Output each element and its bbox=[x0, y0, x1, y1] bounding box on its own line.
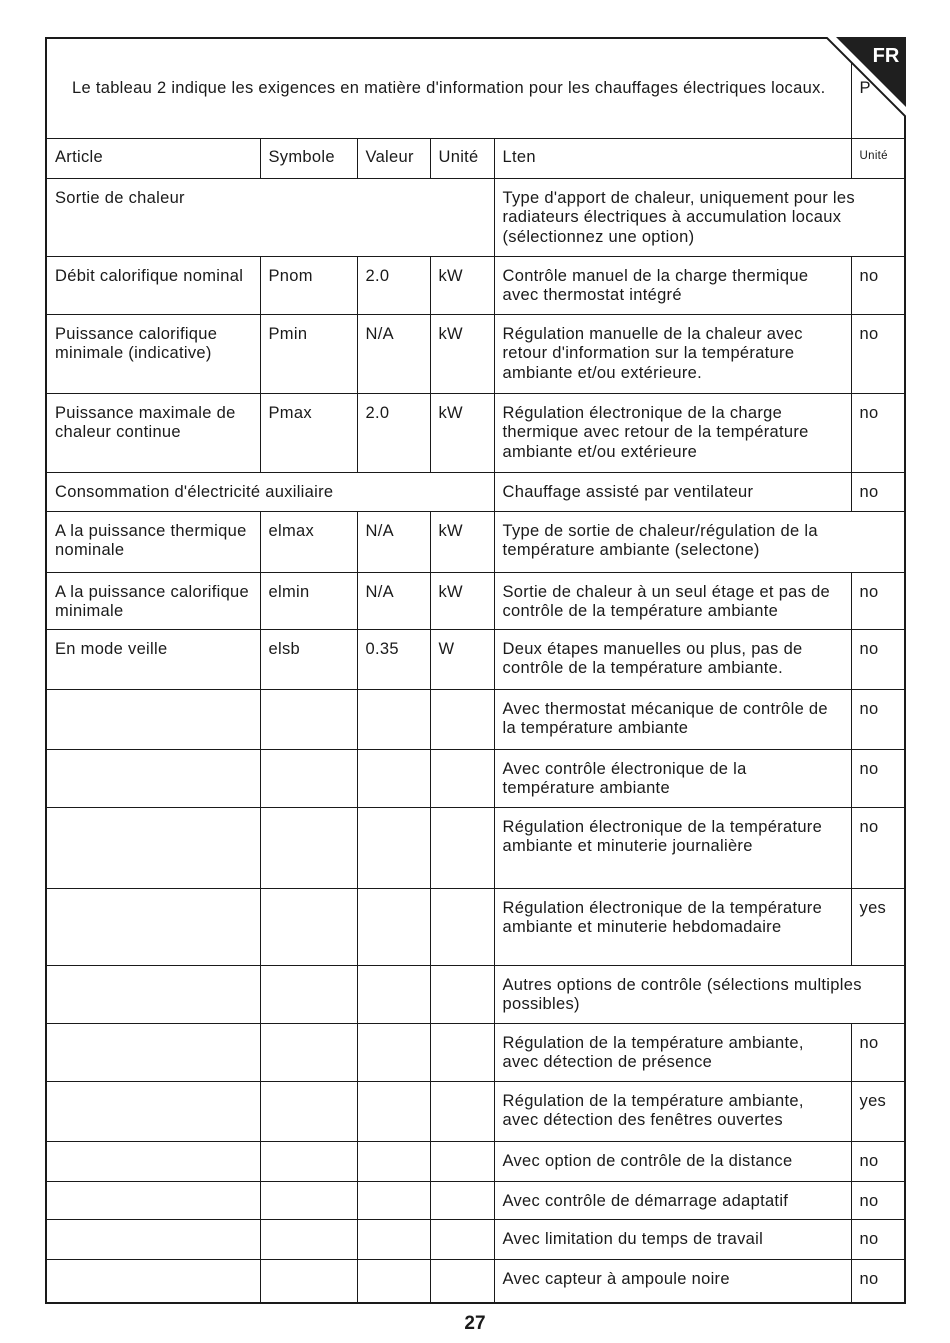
cell-option-value: no bbox=[851, 689, 906, 749]
table-row bbox=[47, 256, 906, 314]
cell-valeur bbox=[357, 1219, 430, 1259]
cell-valeur bbox=[357, 1259, 430, 1303]
table-row bbox=[47, 689, 906, 749]
cell-article: A la puissance thermique nominale bbox=[47, 511, 260, 572]
table-row bbox=[47, 178, 906, 256]
cell-article: Débit calorifique nominal bbox=[47, 256, 260, 314]
cell-article: Puissance calorifique minimale (indicative) bbox=[47, 314, 260, 393]
cell-unite: kW bbox=[430, 572, 494, 629]
cell-symbole bbox=[260, 888, 357, 965]
cell-symbole bbox=[260, 1259, 357, 1303]
cell-unite bbox=[430, 807, 494, 888]
cell-option-value: no bbox=[851, 472, 906, 511]
table-row bbox=[47, 511, 906, 572]
cell-control-option: Régulation électronique de la charge thermique avec retour de la température ambiante et/ou extérieure bbox=[494, 393, 851, 472]
page-number: 27 bbox=[464, 1313, 486, 1334]
cell-control-option: Contrôle manuel de la charge thermique avec thermostat intégré bbox=[494, 256, 851, 314]
spec-table-frame bbox=[45, 37, 906, 1304]
information-requirements-table bbox=[47, 39, 906, 1303]
cell-article: En mode veille bbox=[47, 629, 260, 689]
table-row bbox=[47, 1081, 906, 1141]
cell-unite bbox=[430, 965, 494, 1023]
cell-control-option: Deux étapes manuelles ou plus, pas de contrôle de la température ambiante. bbox=[494, 629, 851, 689]
cell-symbole bbox=[260, 1023, 357, 1081]
cell-control-option: Avec thermostat mécanique de contrôle de la température ambiante bbox=[494, 689, 851, 749]
cell-symbole bbox=[260, 1181, 357, 1219]
cell-article bbox=[47, 1219, 260, 1259]
cell-unite bbox=[430, 1219, 494, 1259]
cell-option-value: no bbox=[851, 807, 906, 888]
section-option-heading: Type d'apport de chaleur, uniquement pour les radiateurs électriques à accumulation locaux (sélectionnez une option) bbox=[494, 178, 906, 256]
cell-symbole: elsb bbox=[260, 629, 357, 689]
cell-unite: kW bbox=[430, 256, 494, 314]
cell-control-option: Régulation de la température ambiante, avec détection des fenêtres ouvertes bbox=[494, 1081, 851, 1141]
cell-control-option: Sortie de chaleur à un seul étage et pas de contrôle de la température ambiante bbox=[494, 572, 851, 629]
cell-control-option: Avec limitation du temps de travail bbox=[494, 1219, 851, 1259]
cell-control-option: Régulation électronique de la température ambiante et minuterie journalière bbox=[494, 807, 851, 888]
header-unite: Unité bbox=[430, 138, 494, 178]
cell-symbole bbox=[260, 965, 357, 1023]
cell-control-option: Avec capteur à ampoule noire bbox=[494, 1259, 851, 1303]
cell-article bbox=[47, 749, 260, 807]
cell-symbole: Pmax bbox=[260, 393, 357, 472]
cell-control-option: Avec contrôle de démarrage adaptatif bbox=[494, 1181, 851, 1219]
table-row bbox=[47, 1219, 906, 1259]
section-label: Consommation d'électricité auxiliaire bbox=[47, 472, 494, 511]
section-option-heading: Autres options de contrôle (sélections multiples possibles) bbox=[494, 965, 906, 1023]
cell-article bbox=[47, 689, 260, 749]
table-row bbox=[47, 965, 906, 1023]
corner-label: P bbox=[851, 39, 906, 138]
cell-valeur: N/A bbox=[357, 511, 430, 572]
header-valeur: Valeur bbox=[357, 138, 430, 178]
cell-unite bbox=[430, 888, 494, 965]
cell-valeur bbox=[357, 749, 430, 807]
cell-option-value: yes bbox=[851, 888, 906, 965]
cell-control-option: Avec option de contrôle de la distance bbox=[494, 1141, 851, 1181]
cell-unite: kW bbox=[430, 511, 494, 572]
table-row bbox=[47, 1181, 906, 1219]
cell-option-value: no bbox=[851, 1141, 906, 1181]
cell-article bbox=[47, 1023, 260, 1081]
cell-valeur bbox=[357, 1141, 430, 1181]
section-label: Sortie de chaleur bbox=[47, 178, 494, 256]
table-row bbox=[47, 807, 906, 888]
cell-option-value: no bbox=[851, 1219, 906, 1259]
table-row bbox=[47, 472, 906, 511]
cell-unite: W bbox=[430, 629, 494, 689]
table-row bbox=[47, 314, 906, 393]
cell-symbole: Pnom bbox=[260, 256, 357, 314]
cell-symbole bbox=[260, 689, 357, 749]
cell-option-value: no bbox=[851, 393, 906, 472]
cell-control-option: Régulation électronique de la température ambiante et minuterie hebdomadaire bbox=[494, 888, 851, 965]
cell-valeur bbox=[357, 807, 430, 888]
cell-symbole bbox=[260, 807, 357, 888]
cell-unite bbox=[430, 749, 494, 807]
cell-option-value: no bbox=[851, 629, 906, 689]
fr-language-tab bbox=[826, 37, 906, 117]
cell-valeur: 2.0 bbox=[357, 393, 430, 472]
cell-unite bbox=[430, 1141, 494, 1181]
cell-unite bbox=[430, 1023, 494, 1081]
header-symbole: Symbole bbox=[260, 138, 357, 178]
cell-unite bbox=[430, 689, 494, 749]
cell-valeur: 0.35 bbox=[357, 629, 430, 689]
cell-article bbox=[47, 1181, 260, 1219]
header-row bbox=[47, 138, 906, 178]
cell-unite bbox=[430, 1181, 494, 1219]
cell-unite: kW bbox=[430, 314, 494, 393]
table-row bbox=[47, 629, 906, 689]
cell-unite: kW bbox=[430, 393, 494, 472]
cell-control-option: Chauffage assisté par ventilateur bbox=[494, 472, 851, 511]
table-row bbox=[47, 888, 906, 965]
cell-valeur bbox=[357, 1081, 430, 1141]
cell-option-value: no bbox=[851, 1023, 906, 1081]
cell-valeur: N/A bbox=[357, 572, 430, 629]
cell-valeur bbox=[357, 965, 430, 1023]
header-article: Article bbox=[47, 138, 260, 178]
cell-option-value: no bbox=[851, 749, 906, 807]
header-lten: Lten bbox=[494, 138, 851, 178]
cell-control-option: Avec contrôle électronique de la température ambiante bbox=[494, 749, 851, 807]
cell-valeur: 2.0 bbox=[357, 256, 430, 314]
table-row bbox=[47, 1141, 906, 1181]
cell-symbole: Pmin bbox=[260, 314, 357, 393]
cell-control-option: Régulation de la température ambiante, avec détection de présence bbox=[494, 1023, 851, 1081]
header-unite-right: Unité bbox=[851, 138, 906, 178]
cell-article bbox=[47, 1141, 260, 1181]
language-tag: FR bbox=[872, 45, 900, 67]
intro-text: Le tableau 2 indique les exigences en matière d'information pour les chauffages électriques locaux. bbox=[47, 39, 851, 138]
table-row bbox=[47, 572, 906, 629]
cell-option-value: no bbox=[851, 314, 906, 393]
cell-symbole: elmax bbox=[260, 511, 357, 572]
cell-option-value: no bbox=[851, 256, 906, 314]
cell-symbole bbox=[260, 1081, 357, 1141]
cell-symbole bbox=[260, 1141, 357, 1181]
table-row bbox=[47, 1259, 906, 1303]
cell-article bbox=[47, 965, 260, 1023]
cell-control-option: Régulation manuelle de la chaleur avec retour d'information sur la température ambiante et/ou extérieure. bbox=[494, 314, 851, 393]
section-option-heading: Type de sortie de chaleur/régulation de la température ambiante (selectone) bbox=[494, 511, 906, 572]
table-row bbox=[47, 749, 906, 807]
cell-article bbox=[47, 888, 260, 965]
cell-option-value: no bbox=[851, 572, 906, 629]
intro-row bbox=[47, 39, 906, 138]
cell-valeur: N/A bbox=[357, 314, 430, 393]
cell-option-value: yes bbox=[851, 1081, 906, 1141]
cell-article: Puissance maximale de chaleur continue bbox=[47, 393, 260, 472]
cell-symbole bbox=[260, 1219, 357, 1259]
cell-symbole bbox=[260, 749, 357, 807]
cell-article bbox=[47, 1081, 260, 1141]
cell-valeur bbox=[357, 1181, 430, 1219]
cell-option-value: no bbox=[851, 1259, 906, 1303]
table-row bbox=[47, 1023, 906, 1081]
cell-article bbox=[47, 807, 260, 888]
cell-valeur bbox=[357, 1023, 430, 1081]
cell-article: A la puissance calorifique minimale bbox=[47, 572, 260, 629]
cell-unite bbox=[430, 1081, 494, 1141]
cell-valeur bbox=[357, 888, 430, 965]
cell-article bbox=[47, 1259, 260, 1303]
cell-valeur bbox=[357, 689, 430, 749]
cell-option-value: no bbox=[851, 1181, 906, 1219]
cell-unite bbox=[430, 1259, 494, 1303]
cell-symbole: elmin bbox=[260, 572, 357, 629]
table-row bbox=[47, 393, 906, 472]
